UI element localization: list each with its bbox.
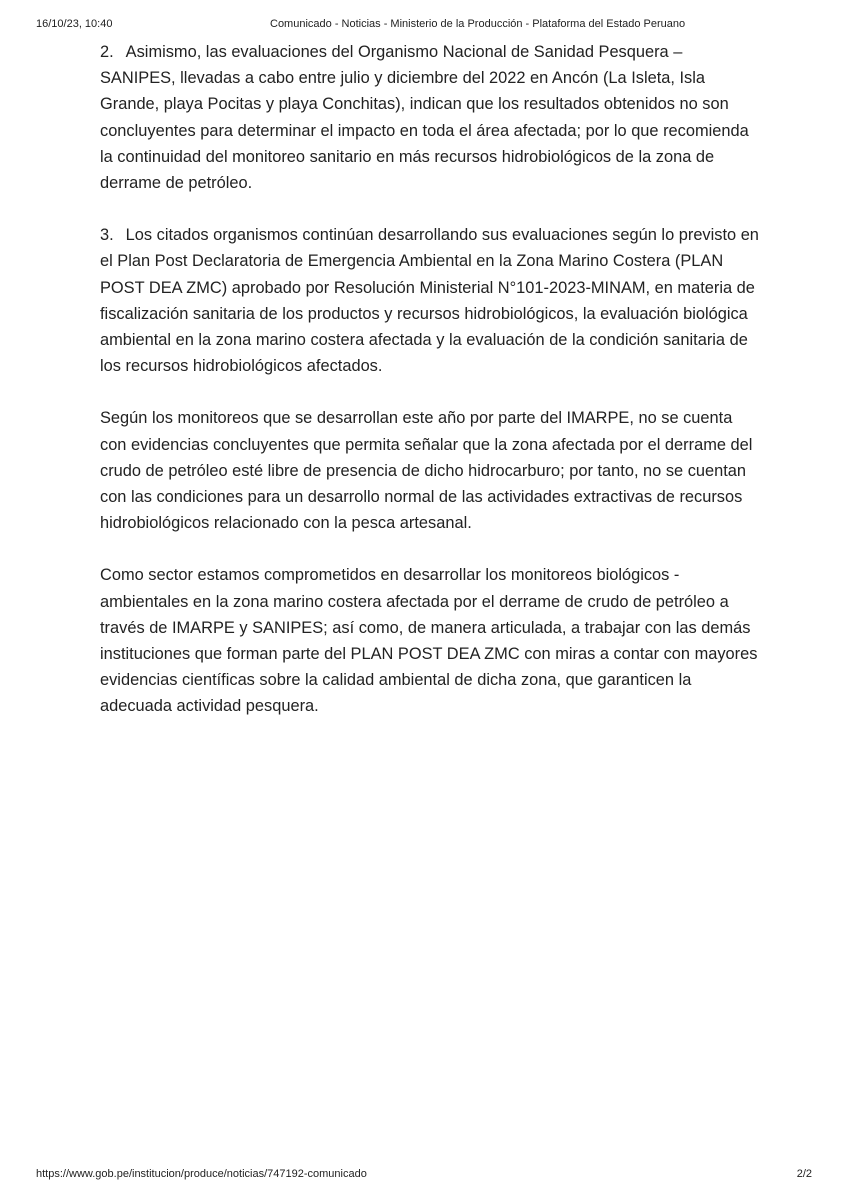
paragraph-2 [100,39,760,196]
print-datetime: 16/10/23, 10:40 [36,18,113,30]
page-url: https://www.gob.pe/institucion/produce/noticias/747192-comunicado [36,1168,367,1180]
page-number: 2/2 [796,1168,812,1180]
paragraph-number: 2. [100,43,114,61]
paragraph-text: Los citados organismos continúan desarrollando sus evaluaciones según lo previsto en el Plan Post Declaratoria de Emergencia Ambiental en la Zona Marino Costera (PLAN POST DEA ZMC) aprobado por Resolución Ministerial N°101-2023-MINAM, en materia de fiscalización sanitaria de los productos y recursos hidrobiológicos, la evaluación biológica ambiental en la zona marino costera afectada y la evaluación de la condición sanitaria de los recursos hidrobiológicos afectados. [100,226,759,376]
paragraph-number: 3. [100,226,114,245]
paragraph-text: Asimismo, las evaluaciones del Organismo Nacional de Sanidad Pesquera – SANIPES, llevadas a cabo entre julio y diciembre del 2022 en Ancón (La Isleta, Isla Grande, playa Pocitas y playa Conchitas), indican que los resultados obtenidos no son concluyentes para determinar el impacto en toda el área afectada; por lo que recomienda la continuidad del monitoreo sanitario en más recursos hidrobiológicos de la zona de derrame de petróleo. [100,43,749,193]
print-footer [36,1168,812,1184]
paragraph-imarpe: Según los monitoreos que se desarrollan este año por parte del IMARPE, no se cuenta con evidencias concluyentes que permita señalar que la zona afectada por el derrame del crudo de petróleo esté libre de presencia de dicho hidrocarburo; por tanto, no se cuentan con las condiciones para un desarrollo normal de las actividades extractivas de recursos hidrobiológicos relacionado con la pesca artesanal. [100,409,753,533]
article-body [100,39,760,746]
page-title: Comunicado - Noticias - Ministerio de la Producción - Plataforma del Estado Peruano [270,18,686,30]
print-header [36,18,812,34]
paragraph-3 [100,222,760,379]
paragraph-commitment: Como sector estamos comprometidos en desarrollar los monitoreos biológicos - ambientales en la zona marino costera afectada por el derrame de crudo de petróleo a través de IMARPE y SANIPES; así como, de manera articulada, a trabajar con las demás instituciones que forman parte del PLAN POST DEA ZMC con miras a contar con mayores evidencias científicas sobre la calidad ambiental de dicha zona, que garanticen la adecuada actividad pesquera. [100,566,758,716]
